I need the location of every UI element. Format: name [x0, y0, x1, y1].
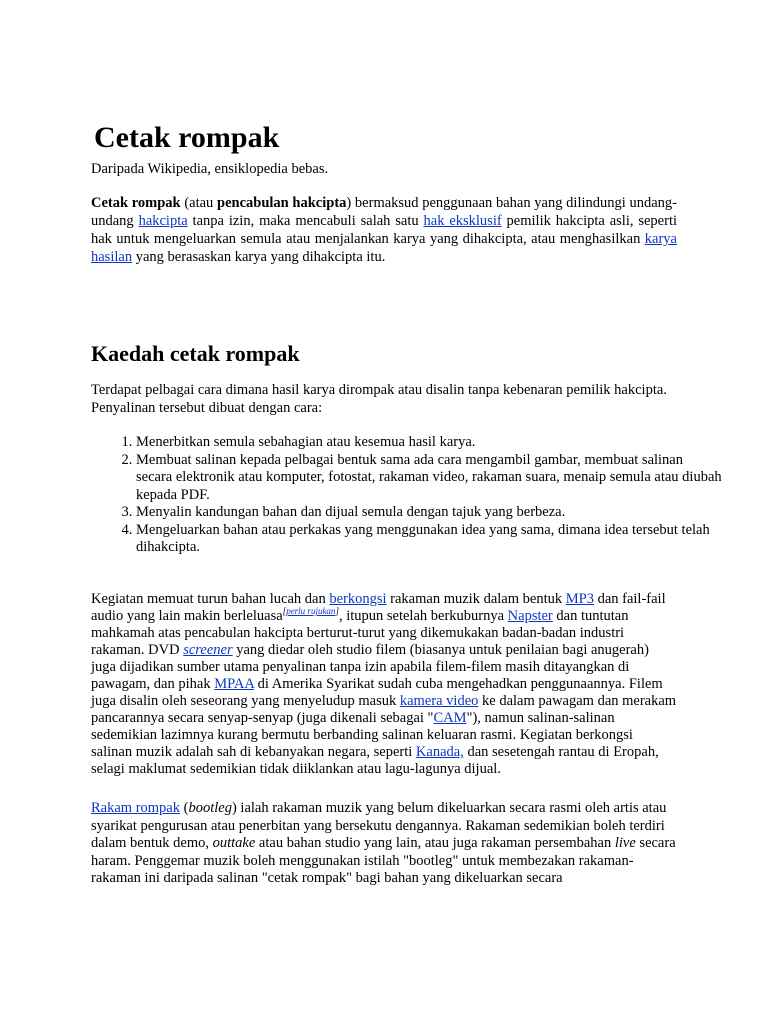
link-perlu-rujukan[interactable]: perlu rujukan — [286, 606, 336, 616]
link-rakam-rompak[interactable]: Rakam rompak — [91, 800, 180, 816]
link-kanada[interactable]: Kanada, — [415, 744, 464, 760]
term-bold: pencabulan hakcipta — [217, 195, 347, 211]
link-berkongsi[interactable]: berkongsi — [329, 591, 387, 607]
list-item: 3. Menyalin kandungan bahan dan dijual semula dengan tajuk yang berbeza. — [136, 504, 722, 522]
list-item: 1. Menerbitkan semula sebahagian atau kesemua hasil karya. — [136, 434, 722, 452]
term-bold: Cetak rompak — [91, 195, 181, 211]
bootleg-paragraph: Rakam rompak (bootleg) ialah rakaman muzik yang belum dikeluarkan secara rasmi oleh artis atau syarikat pengurusan atau penerbitan yang bersekutu dengannya. Rakaman sedemikian boleh terdiri dalam bentuk demo, outtake atau bahan studio yang lain, atau juga rakaman persembahan live secara haram. Penggemar muzik boleh menggunakan istilah "bootleg" untuk membezakan rakaman-rakaman ini daripada salinan "cetak rompak" bagi bahan yang dikeluarkan secara — [91, 800, 676, 886]
link-mpaa[interactable]: MPAA — [214, 676, 254, 692]
link-kamera-video[interactable]: kamera video — [399, 693, 479, 709]
link-cam[interactable]: CAM — [433, 710, 467, 726]
link-napster[interactable]: Napster — [507, 608, 553, 624]
intro-paragraph: Cetak rompak (atau pencabulan hakcipta) bermaksud penggunaan bahan yang dilindungi undang-undang hakcipta tanpa izin, maka mencabuli salah satu hak eksklusif pemilik hakcipta asli, seperti hak untuk mengeluarkan semula atau menjalankan karya yang dihakcipta, atau menghasilkan karya hasilan yang berasaskan karya yang dihakcipta itu. — [91, 195, 678, 265]
section-heading: Kaedah cetak rompak — [91, 341, 300, 366]
link-mp3[interactable]: MP3 — [565, 591, 594, 607]
article-subtitle: Daripada Wikipedia, ensiklopedia bebas. — [91, 161, 329, 177]
link-karya-hasilan[interactable]: karya hasilan — [91, 231, 677, 265]
link-screener[interactable]: screener — [183, 642, 233, 658]
section-intro: Terdapat pelbagai cara dimana hasil karya dirompak atau disalin tanpa kebenaran pemilik hakcipta. Penyalinan tersebut dibuat dengan cara: — [91, 382, 667, 416]
citation-needed: [perlu rujukan] — [282, 606, 339, 616]
sharing-paragraph: Kegiatan memuat turun bahan lucah dan berkongsi rakaman muzik dalam bentuk MP3 dan fail-fail audio yang lain makin berleluasa[perlu rujukan], itupun setelah berkuburnya Napster dan tuntutan mahkamah atas pencabulan hakcipta berturut-turut yang dikemukakan badan-badan industri rakaman. DVD screener yang diedar oleh studio filem (biasanya untuk penilaian bagi anugerah) juga dijadikan sumber utama penyalinan tanpa izin apabila filem-filem masih ditayangkan di pawagam, dan pihak MPAA di Amerika Syarikat sudah cuba mengehadkan penggunaannya. Filem juga disalin oleh seseorang yang menyeludup masuk kamera video ke dalam pawagam dan merakam pancarannya secara senyap-senyap (juga dikenali sebagai "CAM"), namun salinan-salinan sedemikian lazimnya kurang bermutu berbanding salinan keluaran rasmi. Kegiatan berkongsi salinan muzik adalah sah di kebanyakan negara, seperti Kanada, dan sesetengah rantau di Eropah, selagi maklumat sedemikian tidak diiklankan atau lagu-lagunya dijual. — [91, 591, 677, 777]
methods-list — [91, 434, 722, 557]
link-hak-eksklusif[interactable]: hak eksklusif — [423, 213, 502, 229]
link-hakcipta[interactable]: hakcipta — [138, 213, 188, 229]
list-item: 2. Membuat salinan kepada pelbagai bentuk sama ada cara mengambil gambar, membuat salinan secara elektronik atau komputer, fotostat, rakaman video, rakaman suara, menaip semula atau diubah kepada PDF. — [136, 452, 722, 505]
list-item: 4. Mengeluarkan bahan atau perkakas yang menggunakan idea yang sama, dimana idea tersebut telah dihakcipta. — [136, 522, 722, 557]
article-title: Cetak rompak — [94, 121, 280, 154]
